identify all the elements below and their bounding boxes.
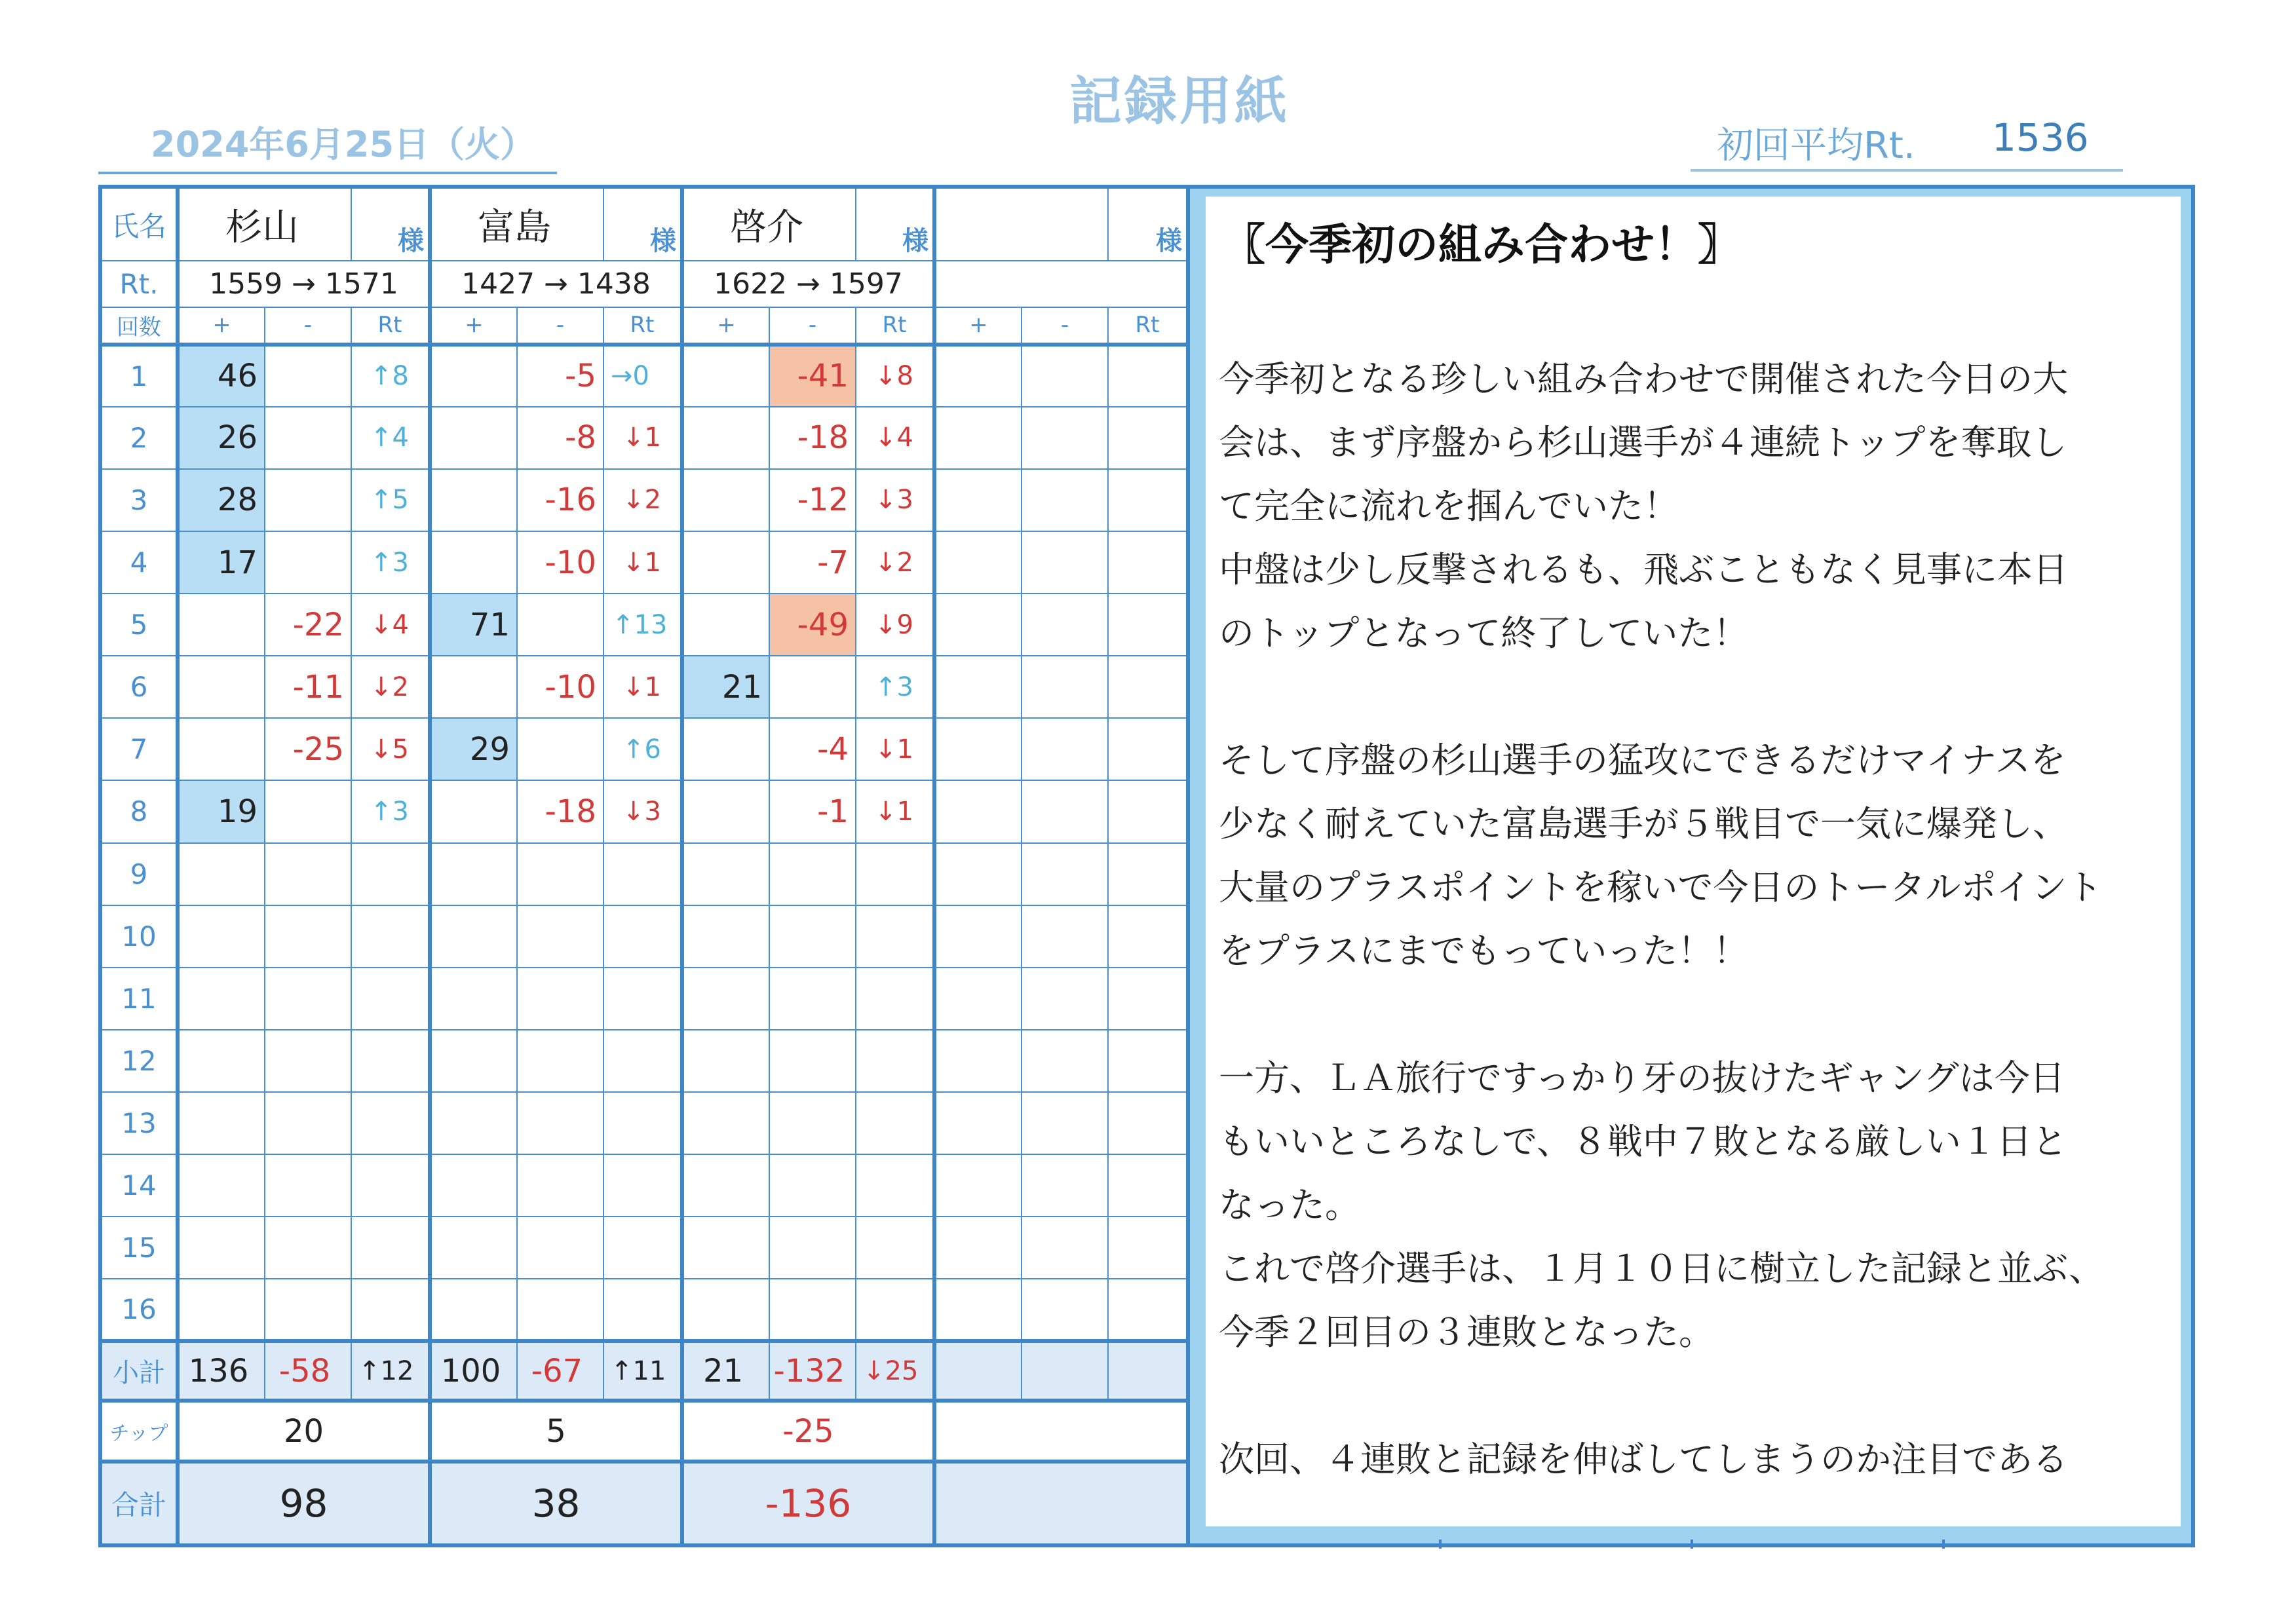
p4-plus: [934, 780, 1022, 842]
p3-plus: [682, 469, 769, 531]
initial-average-rating-label: 初回平均Rt.: [1717, 124, 1915, 167]
p2-plus: [430, 407, 517, 469]
p3-rt: ↓2: [856, 531, 934, 594]
p1-rt: ↑4: [351, 407, 430, 469]
initial-average-rating-value: 1536: [1992, 115, 2089, 160]
p1-subtotal-plus: 136: [178, 1341, 265, 1401]
p3-chip: -25: [682, 1401, 934, 1462]
p2-minus: -16: [517, 469, 603, 531]
player-3-honorific: 様: [856, 187, 934, 261]
p3-rt: ↓1: [856, 780, 934, 842]
p3-minus: [769, 656, 856, 718]
round-number: 5: [100, 594, 178, 656]
p4-rt: [1108, 594, 1188, 656]
p4-rt: [1108, 345, 1188, 407]
p4-minus: [1022, 594, 1108, 656]
round-number: 4: [100, 531, 178, 594]
comment-title: 〖今季初の組み合わせ！〗: [1222, 219, 1741, 270]
page-title: 記録用紙: [1069, 71, 1290, 132]
rt-header: Rt: [856, 307, 934, 345]
p3-minus: -41: [769, 345, 856, 407]
comment-line: て完全に流れを掴んでいた！: [1219, 485, 1679, 527]
comment-line: 今季初となる珍しい組み合わせで開催された今日の大: [1219, 358, 2068, 400]
p3-rt: ↓8: [856, 345, 934, 407]
p3-plus: [682, 407, 769, 469]
round-number: 1: [100, 345, 178, 407]
round-number: 16: [100, 1279, 178, 1341]
p4-chip: [934, 1401, 1188, 1462]
p2-rt: ↓1: [603, 531, 682, 594]
p2-minus: -18: [517, 780, 603, 842]
p2-rt: →0: [603, 345, 682, 407]
total-label: 合計: [100, 1462, 178, 1545]
plus-header: +: [178, 307, 265, 345]
p3-plus: 21: [682, 656, 769, 718]
p4-plus: [934, 718, 1022, 780]
p1-minus: -25: [265, 718, 351, 780]
p3-minus: -49: [769, 594, 856, 656]
p3-minus: -7: [769, 531, 856, 594]
p3-rt: ↓9: [856, 594, 934, 656]
p1-minus: -11: [265, 656, 351, 718]
p4-minus: [1022, 656, 1108, 718]
p1-subtotal-rt: ↑12: [351, 1341, 430, 1401]
rounds-header: 回数: [100, 307, 178, 345]
p2-plus: [430, 345, 517, 407]
p2-subtotal-minus: -67: [517, 1341, 603, 1401]
p3-rt: ↓1: [856, 718, 934, 780]
p1-rt: ↓2: [351, 656, 430, 718]
player-4-honorific: 様: [1108, 187, 1188, 261]
p4-minus: [1022, 780, 1108, 842]
player-4-name: [934, 187, 1108, 261]
p3-rt: ↓4: [856, 407, 934, 469]
player-3-name: 啓介: [682, 187, 856, 261]
round-number: 3: [100, 469, 178, 531]
p3-subtotal-plus: 21: [682, 1341, 769, 1401]
p3-subtotal-rt: ↓25: [856, 1341, 934, 1401]
chip-label: チップ: [100, 1401, 178, 1462]
p2-rt: ↑6: [603, 718, 682, 780]
p1-minus: [265, 469, 351, 531]
player-1-name: 杉山: [178, 187, 351, 261]
p2-rt: ↓1: [603, 656, 682, 718]
comment-line: 一方、ＬＡ旅行ですっかり牙の抜けたギャングは今日: [1219, 1057, 2065, 1099]
comment-body: [1219, 347, 2175, 1491]
round-number: 9: [100, 843, 178, 905]
p3-rt: ↑3: [856, 656, 934, 718]
rt-header: Rt: [1108, 307, 1188, 345]
player-2-rating: 1427 → 1438: [430, 261, 682, 307]
p1-rt: ↓5: [351, 718, 430, 780]
comment-line: 大量のプラスポイントを稼いで今日のトータルポイント: [1219, 867, 2103, 908]
p2-minus: -5: [517, 345, 603, 407]
p4-plus: [934, 407, 1022, 469]
p3-plus: [682, 718, 769, 780]
comment-line: これで啓介選手は、１月１０日に樹立した記録と並ぶ、: [1219, 1248, 2105, 1289]
comment-line: 少なく耐えていた富島選手が５戦目で一気に爆発し、: [1219, 803, 2068, 844]
round-number: 14: [100, 1154, 178, 1217]
plus-header: +: [430, 307, 517, 345]
p1-plus: [178, 718, 265, 780]
round-number: 8: [100, 780, 178, 842]
p3-plus: [682, 594, 769, 656]
name-header: 氏名: [100, 187, 178, 261]
comment-line: なった。: [1219, 1184, 1360, 1226]
p4-plus: [934, 656, 1022, 718]
p2-rt: ↓3: [603, 780, 682, 842]
p1-plus: 19: [178, 780, 265, 842]
p4-plus: [934, 345, 1022, 407]
p1-total: 98: [178, 1462, 430, 1545]
player-1-honorific: 様: [351, 187, 430, 261]
p1-rt: ↑5: [351, 469, 430, 531]
p1-plus: [178, 594, 265, 656]
rt-header: Rt: [351, 307, 430, 345]
round-number: 12: [100, 1030, 178, 1092]
p2-subtotal-plus: 100: [430, 1341, 517, 1401]
p2-rt: ↑13: [603, 594, 682, 656]
grid-stub: [1439, 1539, 1442, 1549]
plus-header: +: [934, 307, 1022, 345]
p2-minus: [517, 594, 603, 656]
p2-chip: 5: [430, 1401, 682, 1462]
score-sheet: [98, 185, 1190, 1547]
p3-minus: -12: [769, 469, 856, 531]
comment-line: そして序盤の杉山選手の猛攻にできるだけマイナスを: [1219, 740, 2066, 781]
p4-minus: [1022, 469, 1108, 531]
minus-header: -: [1022, 307, 1108, 345]
date-underline: [98, 172, 557, 174]
rating-header: Rt.: [100, 261, 178, 307]
p1-minus: -22: [265, 594, 351, 656]
p2-minus: [517, 718, 603, 780]
p4-plus: [934, 469, 1022, 531]
p2-plus: [430, 531, 517, 594]
p2-plus: [430, 780, 517, 842]
p1-rt: ↑3: [351, 531, 430, 594]
p2-plus: 29: [430, 718, 517, 780]
p4-rt: [1108, 718, 1188, 780]
p2-subtotal-rt: ↑11: [603, 1341, 682, 1401]
round-number: 7: [100, 718, 178, 780]
p3-subtotal-minus: -132: [769, 1341, 856, 1401]
p3-minus: -18: [769, 407, 856, 469]
comment-line: のトップとなって終了していた！: [1219, 613, 1749, 654]
player-3-rating: 1622 → 1597: [682, 261, 934, 307]
minus-header: -: [517, 307, 603, 345]
date-label: 2024年6月25日（火）: [151, 124, 536, 165]
p3-rt: ↓3: [856, 469, 934, 531]
p4-minus: [1022, 531, 1108, 594]
p1-plus: 17: [178, 531, 265, 594]
p3-plus: [682, 345, 769, 407]
p2-minus: -8: [517, 407, 603, 469]
p2-minus: -10: [517, 656, 603, 718]
p2-plus: 71: [430, 594, 517, 656]
p2-total: 38: [430, 1462, 682, 1545]
p1-plus: [178, 656, 265, 718]
p3-plus: [682, 780, 769, 842]
p4-rt: [1108, 531, 1188, 594]
p4-minus: [1022, 407, 1108, 469]
grid-stub: [1942, 1539, 1945, 1549]
comment-line: もいいところなしで、８戦中７敗となる厳しい１日と: [1219, 1121, 2067, 1162]
p1-rt: ↓4: [351, 594, 430, 656]
p4-rt: [1108, 407, 1188, 469]
p3-minus: -1: [769, 780, 856, 842]
plus-header: +: [682, 307, 769, 345]
p2-rt: ↓1: [603, 407, 682, 469]
p1-minus: [265, 531, 351, 594]
p2-rt: ↓2: [603, 469, 682, 531]
p4-total: [934, 1462, 1188, 1545]
comment-line: 今季２回目の３連敗となった。: [1219, 1312, 1714, 1353]
p1-chip: 20: [178, 1401, 430, 1462]
minus-header: -: [265, 307, 351, 345]
player-4-rating: [934, 261, 1188, 307]
p1-plus: 26: [178, 407, 265, 469]
p1-rt: ↑3: [351, 780, 430, 842]
p4-minus: [1022, 345, 1108, 407]
p4-rt: [1108, 469, 1188, 531]
p2-minus: -10: [517, 531, 603, 594]
p1-minus: [265, 407, 351, 469]
round-number: 6: [100, 656, 178, 718]
rt-header: Rt: [603, 307, 682, 345]
p4-rt: [1108, 780, 1188, 842]
round-number: 11: [100, 968, 178, 1030]
p4-minus: [1022, 718, 1108, 780]
round-number: 10: [100, 905, 178, 968]
subtotal-label: 小計: [100, 1341, 178, 1401]
p4-plus: [934, 594, 1022, 656]
average-underline: [1691, 169, 2123, 172]
grid-stub: [1691, 1539, 1693, 1549]
p1-rt: ↑8: [351, 345, 430, 407]
p4-plus: [934, 531, 1022, 594]
round-number: 15: [100, 1217, 178, 1279]
p1-plus: 28: [178, 469, 265, 531]
player-1-rating: 1559 → 1571: [178, 261, 430, 307]
p3-plus: [682, 531, 769, 594]
player-2-honorific: 様: [603, 187, 682, 261]
p3-total: -136: [682, 1462, 934, 1545]
p1-minus: [265, 345, 351, 407]
player-2-name: 富島: [430, 187, 603, 261]
comment-line: 次回、４連敗と記録を伸ばしてしまうのか注目である: [1219, 1439, 2068, 1480]
round-number: 2: [100, 407, 178, 469]
p1-subtotal-minus: -58: [265, 1341, 351, 1401]
comment-line: 会は、まず序盤から杉山選手が４連続トップを奪取し: [1219, 422, 2067, 463]
p3-minus: -4: [769, 718, 856, 780]
comment-line: をプラスにまでもっていった！！: [1219, 930, 1749, 972]
p4-rt: [1108, 656, 1188, 718]
comment-line: 中盤は少し反撃されるも、飛ぶこともなく見事に本日: [1219, 549, 2068, 590]
p1-minus: [265, 780, 351, 842]
minus-header: -: [769, 307, 856, 345]
p2-plus: [430, 469, 517, 531]
p1-plus: 46: [178, 345, 265, 407]
round-number: 13: [100, 1092, 178, 1154]
p2-plus: [430, 656, 517, 718]
